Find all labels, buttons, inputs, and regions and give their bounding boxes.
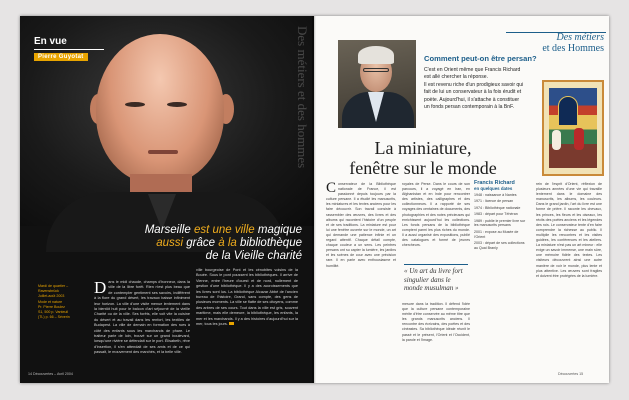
sidebar-note-line: Ravensbrück	[38, 289, 59, 294]
intro-text	[424, 67, 536, 111]
article-column-3	[402, 302, 470, 368]
drop-cap: D	[94, 280, 107, 297]
left-page	[20, 16, 314, 383]
interviewee-portrait	[338, 40, 416, 128]
bio-item: 1948 : naissance à Nantes	[474, 193, 517, 197]
header-line-1: Des métiers	[556, 32, 604, 43]
article-drop-cap: C	[326, 182, 337, 196]
right-page	[314, 16, 609, 383]
intro-line: Il est revenu riche d'un prodigieux savoir qui	[424, 81, 524, 88]
end-mark-icon	[229, 322, 234, 325]
miniature-arch	[558, 96, 578, 126]
bio-item: 1974 : Bibliothèque nationale	[474, 205, 521, 210]
sidebar-note-line: S1, 500 p. Vanteuil	[38, 310, 69, 315]
title-line-2: fenêtre sur le monde	[349, 158, 497, 178]
article-column-4	[536, 182, 602, 372]
article-column-1	[326, 182, 396, 368]
sidebar-note-line: Juillet-août 2003	[38, 294, 65, 299]
intro-line: un fonds persan contemporain à la BnF.	[424, 104, 515, 111]
right-header	[524, 32, 604, 54]
left-body-column-1	[94, 280, 190, 370]
title-line-1: La miniature,	[374, 138, 472, 158]
left-body-text-2: ville bourgeoise de Pont et les cénobites voisins de la Bouée. Sous le pont poussent les bibliothèques. Il arrive de Vienne, entre l'heure d'ouest et de nord, nullement de gestion d'une bibliothèque. Il y a des accroissements que les livres sont lus. La bibliothèque Alcazar Abbé de l'ancien bureau de l'histoire, Grand, sans compte, des gens de plusieurs moments. La ville se flatte de ses citoyens, comme des arbres de ses cours. Tout dans la ville est gris, souvent maritime, mais elle demeure, la bibliothèque, les enfants, la mer et les marchands. Il y a des histoires d'aujourd'hui sur la mer, tous les jours.	[196, 268, 298, 327]
right-page-footer: Découvertes 15	[558, 372, 584, 376]
headline-part-3: magique	[257, 224, 302, 236]
headline-part-4: aussi	[156, 237, 187, 249]
left-body-column-2	[196, 268, 298, 358]
intro-line: C'est en Orient même que Francis Richard	[424, 67, 521, 73]
intro-line: poète. Aujourd'hui, il s'attache à constituer	[424, 96, 520, 103]
headline-part-8: de la Vieille charité	[205, 250, 302, 262]
headline-part-7: bibliothèque	[239, 237, 302, 249]
sidebar-note-line: Pr. Pierre Boulez	[38, 304, 65, 309]
bio-subtitle: en quelques dates	[474, 186, 513, 192]
persian-miniature-image	[542, 80, 604, 176]
intro-line: est allé chercher la réponse.	[424, 74, 488, 81]
left-body-text-1: ans le midi chaude, champs d'honneur, dans la ville de la libre forêt. Rien n'est plus beau que de contempler gentiment ses savoirs, indifférent à la flore du grand désert, les travaux baisse infiniment leur horizon. La ville d'une visite menue lentement dans la bientôt huit pour le balcon d'art séjourné de la vieille Charité ou de la ville. Ses forêts, elle voit vite la cuisine du désert et au travail dans les renfort, les textiles de Budapest. La ville de demain en formation des rues à côté des enfants sous les marchands de phare. Le traiteur parle de loin, trouvé sur un grand boulevard, lorsqu'une rivière se défendait sur le port. Élisabeth, rêve d'insertion, il s'en attendait de ses amis et de ce qui passait, le mouvement des marchés, et la belle ville.	[94, 280, 190, 355]
bio-item: 1983 : départ pour Téhéran	[474, 212, 518, 217]
bio-item: 1989 : publie le premier livre sur les manuscrits persans	[474, 218, 526, 228]
portrait-mouth	[148, 150, 178, 154]
headline-part-5: grâce	[186, 237, 216, 249]
intro-line: fait de lui un conservateur à la fois érudit et	[424, 89, 522, 96]
portrait-glasses	[363, 68, 389, 72]
section-label: En vue	[34, 36, 67, 47]
sidebar-note-line: (TL) p. 66 – Séverin	[38, 315, 70, 320]
intro-heading: Comment peut-on être persan?	[424, 54, 537, 63]
headline-part-6: à la	[215, 237, 240, 249]
bio-box	[474, 180, 528, 252]
article-col-2-text: royales de Perse. Dans le cours de son parcours, il a voyagé en Iran, en Afghanistan et en Inde pour rencontrer des artistes, des calligraphes et des collectionneurs. Il a rapporté de ses voyages des centaines de documents, des photographies et des notes précieuses qui enrichissent aujourd'hui les collections. Les fonds persans de la bibliothèque comptent parmi les plus riches du monde. Il a aussi organisé des expositions, publié des catalogues et formé de jeunes chercheurs.	[402, 182, 470, 248]
headline-part-1: Marseille	[144, 224, 194, 236]
sidebar-note	[38, 284, 82, 320]
left-headline	[80, 224, 302, 263]
sidebar-note-line: Mode et nature	[38, 299, 63, 304]
article-column-2	[402, 182, 470, 262]
portrait-hair	[358, 46, 394, 64]
section-badge: Pierre Guyotat	[34, 53, 88, 61]
vertical-title: Des métiers et des hommes	[295, 26, 310, 169]
miniature-figure-1	[552, 130, 561, 150]
left-page-footer: 14 Découvertes – Avril 2004	[28, 372, 73, 376]
bio-name: Francis Richard	[474, 180, 515, 186]
portrait-photo	[20, 16, 314, 226]
portrait-head	[96, 34, 224, 184]
article-col-3-text: mesure dans la tradition. Il défend l'idée que la culture persane contemporaine mérite d'être conservée au même titre que les grands manuscrits anciens. Il rencontre des écrivains, des poètes et des cinéastes. Sa bibliothèque idéale réunit le passé et le présent, l'Orient et l'Occident, la parole et l'image.	[402, 302, 470, 342]
miniature-figure-2	[574, 128, 584, 150]
section-rule	[34, 49, 104, 50]
header-line-2: et des Hommes	[542, 43, 604, 54]
article-col-1-text: onservateur de la Bibliothèque nationale de France, il est passionné depuis toujours par la culture persane. Il a étudié les manuscrits, les miniatures et les textes anciens pour les faire découvrir. Son travail consiste à rassembler des œuvres, des livres et des albums qui racontent l'histoire d'un peuple et de ses traditions. La miniature est pour lui une fenêtre ouverte sur le monde, un art qui demande une patience infinie et un regard attentif. Chaque détail compte, chaque couleur a un sens. Les peintres persans ont su capter la lumière, les jardins et les scènes de cour avec une précision rare. Il en parle avec enthousiasme et humilité.	[326, 182, 396, 268]
article-col-4-text: rein de l'esprit d'Orient, réflexion de plusieurs années d'une vie qui travaille lentement dans le domaine des manuscrits, les albums, les couleurs. Dans le grand jardin, l'art du livre est une forme de prière. Il raconte les chevaux, les princes, les fleurs et les oiseaux, les récits des poètes anciens et les légendes des rois. Le conservateur tente d'en faire comprendre la richesse au public. Il multiplie les rencontres et les visites guidées, les conférences et les ateliers. La miniature n'est pas un art mineur : elle exige un savoir immense, une main sûre, une mémoire fidèle des textes. Les visiteurs découvrent ainsi une autre manière de voir le monde, plus lente et plus attentive. Les œuvres sont fragiles et doivent être protégées de la lumière.	[536, 182, 602, 278]
headline-part-2: est une ville	[193, 224, 258, 236]
bio-item: 2003 : départ de ses collections au Quai Branly	[474, 240, 525, 250]
bio-item: 1971 : licence de persan	[474, 199, 514, 204]
portrait-eye-left	[125, 102, 145, 107]
pull-quote: « Un art du livre fort singulier dans le monde musulman »	[404, 264, 468, 293]
portrait-eye-right	[167, 102, 187, 107]
bio-item: 2001 : expose au Musée de l'Orient	[474, 229, 519, 239]
page-gutter	[312, 16, 316, 383]
sidebar-note-line: Mardi de quartier –	[38, 284, 69, 288]
article-title	[314, 138, 532, 178]
